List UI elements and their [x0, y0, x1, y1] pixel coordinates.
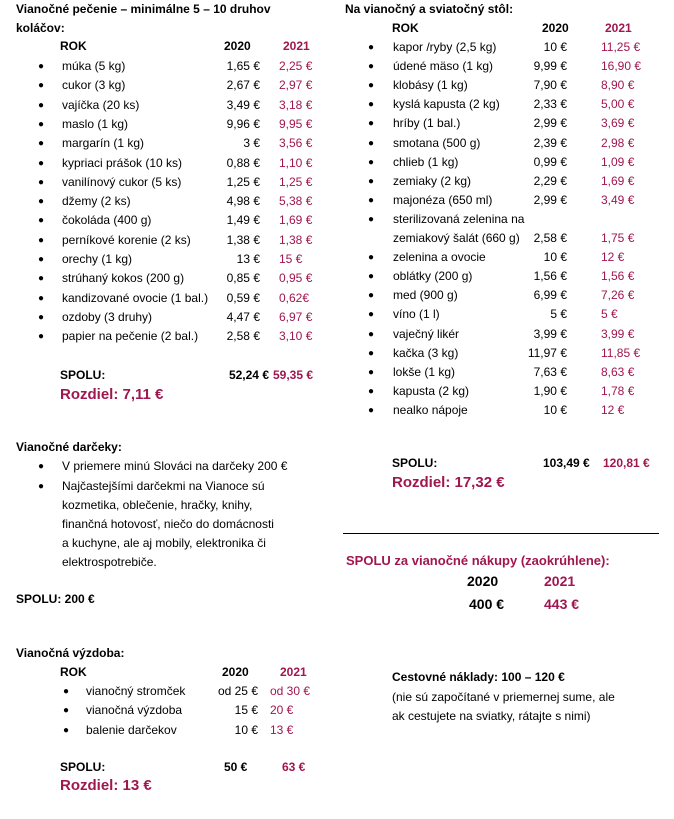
list-item-value-2021: od 30 €	[270, 684, 311, 698]
baking-col-2020: 2020	[224, 39, 251, 53]
list-item-name: kandizované ovocie (1 bal.)	[62, 290, 209, 305]
list-item-value-2020: 2,58 €	[226, 329, 260, 344]
list-item-value-2020: 0,59 €	[226, 290, 260, 305]
bullet-icon: ●	[368, 385, 375, 397]
list-item-name: sterilizovaná zelenina na	[393, 211, 525, 226]
bullet-icon: ●	[368, 156, 375, 168]
list-item-value-2021: 11,85 €	[601, 345, 641, 360]
list-item-name: vianočná výzdoba	[86, 703, 183, 718]
list-item-value-2020: 1,65 €	[226, 59, 260, 73]
list-item-name: džemy (2 ks)	[62, 194, 131, 209]
list-item-value-2021: 3,10 €	[279, 329, 313, 344]
baking-title-line1: Vianočné pečenie – minimálne 5 – 10 druhov	[16, 2, 271, 16]
list-item-name: lokše (1 kg)	[393, 364, 456, 379]
list-item-value-2020: 10 €	[543, 402, 567, 417]
list-item-name: kačka (3 kg)	[393, 345, 459, 360]
list-item-name: smotana (500 g)	[393, 135, 481, 150]
list-item-name: kapor /ryby (2,5 kg)	[393, 40, 497, 54]
list-item-name: údené mäso (1 kg)	[393, 59, 494, 74]
bullet-icon: ●	[368, 42, 375, 53]
list-item-value-2021: 0,62€	[279, 290, 310, 305]
list-item-value-2020: 2,58 €	[533, 231, 567, 245]
table-total-2021: 120,81 €	[603, 456, 650, 470]
bullet-icon: ●	[38, 254, 45, 265]
baking-col-2021: 2021	[283, 39, 310, 53]
list-item-value-2021: 1,69 €	[601, 173, 635, 188]
list-item-value-2021: 3,49 €	[601, 192, 635, 207]
travel-title: Cestovné náklady: 100 – 120 €	[392, 670, 565, 684]
list-item-name: hríby (1 bal.)	[393, 116, 461, 131]
list-item-value-2020: 10 €	[543, 40, 567, 54]
list-item-value-2021: 1,25 €	[279, 174, 313, 189]
bullet-icon: ●	[368, 328, 375, 340]
bullet-icon: ●	[38, 331, 45, 343]
bullet-icon: ●	[368, 404, 375, 416]
travel-note-line1: (nie sú započítané v priemernej sume, ale	[392, 690, 615, 704]
bullet-icon: ●	[38, 99, 45, 111]
list-item-value-2020: 11,97 €	[527, 345, 567, 360]
bullet-icon: ●	[368, 347, 375, 359]
bullet-icon: ●	[368, 61, 375, 73]
gifts-line2b: kozmetika, oblečenie, hračky, knihy,	[62, 498, 253, 512]
summary-value-2021: 443 €	[544, 596, 580, 612]
list-item-value-2021: 12 €	[601, 402, 625, 417]
list-item-value-2020: 3,49 €	[226, 97, 260, 112]
baking-title-line2: koláčov:	[16, 21, 65, 35]
list-item-value-2020: 2,99 €	[533, 116, 567, 131]
bullet-icon: ●	[38, 118, 45, 130]
bullet-icon: ●	[38, 138, 45, 150]
list-item-name: oblátky (200 g)	[393, 269, 473, 284]
list-item-value-2021: 12 €	[601, 250, 625, 265]
list-item-value-2021: 9,95 €	[279, 116, 313, 131]
list-item-value-2020: 0,85 €	[226, 271, 260, 286]
list-item-name: majonéza (650 ml)	[393, 192, 493, 207]
list-item-name: vanilínový cukor (5 ks)	[62, 174, 182, 189]
list-item-value-2021: 1,69 €	[279, 213, 313, 228]
summary-year-2020: 2020	[467, 573, 499, 589]
list-item-value-2020: 0,99 €	[533, 154, 567, 169]
bullet-icon: ●	[368, 118, 375, 130]
bullet-icon: ●	[368, 309, 375, 321]
list-item-value-2021: 11,25 €	[601, 40, 641, 54]
list-item-value-2021: 2,97 €	[279, 78, 313, 93]
list-item-value-2021: 1,78 €	[601, 383, 635, 398]
decor-col-2020: 2020	[222, 665, 249, 679]
table-title: Na vianočný a sviatočný stôl:	[345, 2, 514, 16]
list-item-name: zelenina a ovocie	[393, 250, 486, 265]
bullet-icon: ●	[38, 234, 45, 246]
list-item-value-2021: 20 €	[270, 703, 294, 718]
list-item-value-2020: 1,49 €	[226, 213, 260, 228]
table-total-label: SPOLU:	[392, 456, 438, 470]
list-item-value-2020: 4,98 €	[226, 194, 260, 209]
list-item-name: perníkové korenie (2 ks)	[62, 232, 191, 247]
list-item-value-2020: 9,96 €	[226, 116, 260, 131]
list-item-name: kapusta (2 kg)	[393, 383, 470, 398]
baking-col-rok: ROK	[60, 39, 87, 53]
list-item-name: med (900 g)	[393, 288, 458, 303]
list-item-value-2021: 13 €	[270, 722, 294, 737]
list-item-value-2021: 8,90 €	[601, 78, 635, 93]
table-col-rok: ROK	[392, 21, 419, 35]
gifts-line2c: finančná hotovosť, niečo do domácnosti	[62, 517, 274, 531]
baking-diff: Rozdiel: 7,11 €	[60, 386, 164, 403]
bullet-icon: ●	[38, 215, 45, 227]
bullet-icon: ●	[38, 481, 45, 492]
bullet-icon: ●	[38, 157, 45, 169]
table-diff: Rozdiel: 17,32 €	[392, 474, 505, 491]
list-item-value-2021: 15 €	[279, 252, 303, 266]
list-item-value-2020: 2,99 €	[533, 192, 567, 207]
decor-title: Vianočná výzdoba:	[16, 646, 125, 660]
list-item-name: strúhaný kokos (200 g)	[62, 271, 185, 286]
bullet-icon: ●	[368, 194, 375, 206]
list-item-value-2020: 6,99 €	[533, 288, 567, 303]
bullet-icon: ●	[63, 724, 70, 736]
list-item-value-2021: 2,25 €	[279, 59, 313, 73]
list-item-value-2021: 1,75 €	[601, 231, 635, 245]
list-item-value-2021: 5,38 €	[279, 194, 313, 209]
decor-col-rok: ROK	[60, 665, 87, 679]
list-item-value-2021: 1,10 €	[279, 155, 313, 170]
list-item-value-2020: 7,63 €	[533, 364, 567, 379]
bullet-icon: ●	[368, 137, 375, 149]
list-item-name: cukor (3 kg)	[62, 78, 126, 93]
decor-total-2021: 63 €	[282, 760, 306, 774]
table-col-2020: 2020	[542, 21, 569, 35]
list-item-value-2021: 3,99 €	[601, 326, 635, 341]
list-item-name: nealko nápoje	[393, 402, 468, 417]
bullet-icon: ●	[368, 252, 375, 264]
bullet-icon: ●	[368, 271, 375, 283]
list-item-value-2021: 7,26 €	[601, 288, 635, 303]
list-item-value-2021: 1,09 €	[601, 154, 635, 169]
bullet-icon: ●	[368, 366, 375, 378]
bullet-icon: ●	[368, 175, 375, 187]
summary-value-2020: 400 €	[469, 596, 505, 612]
list-item-value-2020: 10 €	[543, 250, 567, 265]
bullet-icon: ●	[368, 213, 375, 225]
decor-total-2020: 50 €	[224, 760, 248, 774]
bullet-icon: ●	[38, 461, 45, 472]
list-item-value-2020: 15 €	[234, 703, 258, 718]
list-item-name: balenie darčekov	[86, 722, 177, 737]
list-item-name: papier na pečenie (2 bal.)	[62, 329, 199, 344]
list-item-value-2020: od 25 €	[217, 684, 258, 698]
list-item-value-2021: 5,00 €	[601, 97, 635, 112]
list-item-value-2021: 5 €	[601, 307, 618, 322]
list-item-value-2020: 2,67 €	[226, 78, 260, 93]
list-item-name: zemiaky (2 kg)	[393, 173, 472, 188]
list-item-value-2020: 1,56 €	[533, 269, 567, 284]
list-item-name: klobásy (1 kg)	[393, 78, 468, 93]
gifts-title: Vianočné darčeky:	[16, 440, 122, 454]
bullet-icon: ●	[38, 61, 45, 72]
list-item-name: múka (5 kg)	[62, 59, 126, 73]
list-item-value-2021: 2,98 €	[601, 135, 635, 150]
list-item-value-2021: 8,63 €	[601, 364, 635, 379]
list-item-name: vajíčka (20 ks)	[62, 97, 140, 112]
travel-note-line2: ak cestujete na sviatky, rátajte s nimi)	[392, 709, 591, 723]
gifts-line1: V priemere minú Slováci na darčeky 200 €	[62, 459, 288, 473]
table-col-2021: 2021	[605, 21, 632, 35]
table-total-2020: 103,49 €	[543, 456, 590, 470]
list-item-value-2020: 5 €	[550, 307, 567, 322]
summary-year-2021: 2021	[544, 573, 576, 589]
list-item-value-2021: 1,56 €	[601, 269, 635, 284]
baking-total-2021: 59,35 €	[273, 368, 314, 382]
list-item-value-2020: 1,90 €	[533, 383, 567, 398]
baking-total-2020: 52,24 €	[228, 368, 269, 382]
list-item-value-2021: 0,95 €	[279, 271, 313, 286]
list-item-value-2021: 1,38 €	[279, 232, 313, 247]
list-item-name: kyslá kapusta (2 kg)	[393, 97, 500, 112]
gifts-line2d: a kuchyne, ale aj mobily, elektronika či	[62, 536, 266, 550]
list-item-name: vianočný stromček	[86, 684, 186, 698]
bullet-icon: ●	[38, 176, 45, 188]
list-item-value-2020: 3 €	[243, 136, 260, 151]
gifts-line2a: Najčastejšími darčekmi na Vianoce sú	[62, 479, 265, 493]
bullet-icon: ●	[63, 705, 70, 717]
list-item-value-2021: 3,69 €	[601, 116, 635, 131]
list-item-value-2021: 6,97 €	[279, 309, 313, 324]
list-item-value-2020: 1,25 €	[226, 174, 260, 189]
list-item-value-2020: 9,99 €	[533, 59, 567, 74]
list-item-name: vaječný likér	[393, 326, 460, 341]
bullet-icon: ●	[368, 80, 375, 92]
summary-title: SPOLU za vianočné nákupy (zaokrúhlene):	[346, 553, 610, 568]
decor-col-2021: 2021	[280, 665, 307, 679]
list-item-value-2020: 2,39 €	[533, 135, 567, 150]
list-item-value-2020: 7,90 €	[533, 78, 567, 93]
list-item-value-2020: 13 €	[236, 252, 260, 266]
list-item-value-2020: 10 €	[234, 722, 258, 737]
list-item-value-2020: 4,47 €	[226, 309, 260, 324]
gifts-line2e: elektrospotrebiče.	[62, 555, 157, 569]
list-item-name: chlieb (1 kg)	[393, 154, 459, 169]
baking-total-label: SPOLU:	[60, 368, 106, 382]
bullet-icon: ●	[38, 80, 45, 92]
bullet-icon: ●	[368, 290, 375, 302]
list-item-name: orechy (1 kg)	[62, 252, 133, 266]
list-item-value-2021: 16,90 €	[601, 59, 642, 74]
bullet-icon: ●	[38, 196, 45, 208]
list-item-name: maslo (1 kg)	[62, 116, 129, 131]
list-item-value-2020: 2,33 €	[533, 97, 567, 112]
list-item-value-2020: 1,38 €	[226, 232, 260, 247]
bullet-icon: ●	[368, 99, 375, 111]
list-item-name: kypriaci prášok (10 ks)	[62, 155, 183, 170]
bullet-icon: ●	[38, 311, 45, 323]
list-item-value-2020: 3,99 €	[533, 326, 567, 341]
list-item-name: margarín (1 kg)	[62, 136, 145, 151]
list-item-value-2021: 3,56 €	[279, 136, 313, 151]
list-item-name: víno (1 l)	[393, 307, 440, 322]
decor-total-label: SPOLU:	[60, 760, 106, 774]
list-item-name: ozdoby (3 druhy)	[62, 309, 153, 324]
list-item-name: čokoláda (400 g)	[62, 213, 152, 228]
decor-diff: Rozdiel: 13 €	[60, 777, 152, 794]
list-item-value-2021: 3,18 €	[279, 97, 313, 112]
list-item-value-2020: 2,29 €	[533, 173, 567, 188]
bullet-icon: ●	[63, 686, 70, 697]
list-item-name: zemiakový šalát (660 g)	[393, 231, 520, 245]
bullet-icon: ●	[38, 273, 45, 285]
gifts-total: SPOLU: 200 €	[16, 592, 95, 606]
divider-line	[343, 533, 659, 534]
bullet-icon: ●	[38, 292, 45, 304]
list-item-value-2020: 0,88 €	[226, 155, 260, 170]
